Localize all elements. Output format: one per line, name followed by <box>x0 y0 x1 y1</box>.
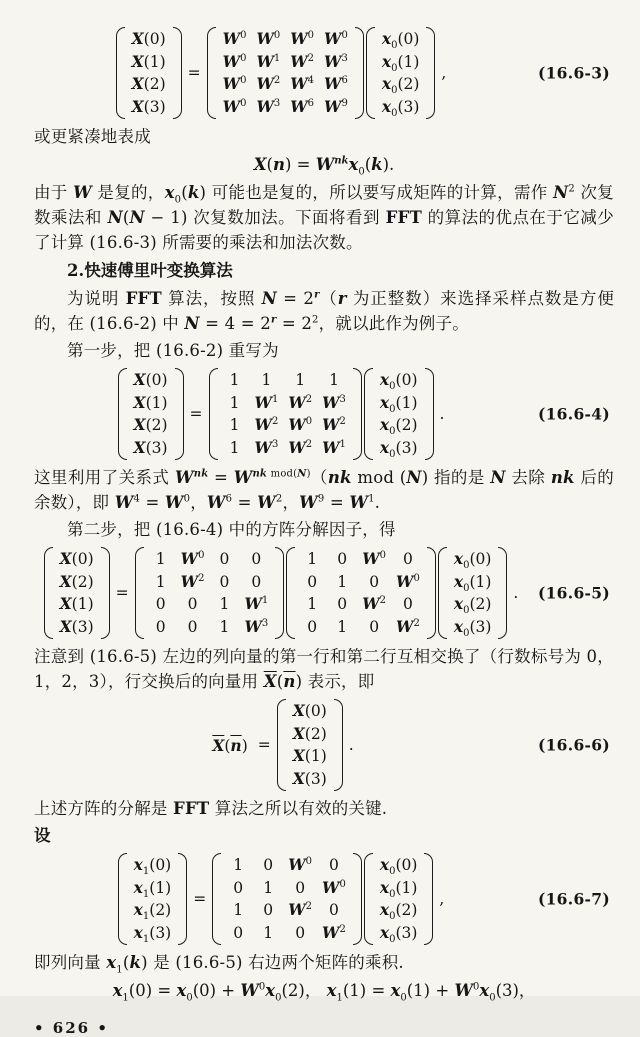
matrix-cell: $W^0$ <box>256 29 281 48</box>
matrix-cell: $W^1$ <box>254 392 279 412</box>
matrix-cell: $W^3$ <box>322 392 346 412</box>
equation-16-6-4 <box>34 367 614 461</box>
matrix-cell: X(1) <box>59 594 94 613</box>
column-vector <box>44 546 110 640</box>
right-parenthesis <box>334 699 343 791</box>
paragraph-mod-relation: 这里利用了关系式 $W^{nk} = W^{nk mod(N)}(nk$ mod (N) 指的是 N 去除 nk 后的余数），即 $W^4 = W^0$，$W^6 = W^2$，$W^9 = W^1$. <box>34 468 614 512</box>
matrix-cell: 1 <box>329 371 339 389</box>
column-vector <box>118 367 184 461</box>
matrix <box>207 26 364 120</box>
matrix-cell: X(0) <box>131 29 166 48</box>
page-number: • 626 • <box>34 1019 109 1037</box>
matrix-cell: 0 <box>187 595 198 613</box>
matrix-cell: 1 <box>263 878 274 897</box>
column-vector <box>116 26 182 120</box>
equation-16-6-3 <box>34 26 614 120</box>
matrix-cell: 1 <box>263 923 274 942</box>
matrix-cell: X(2) <box>133 415 168 434</box>
left-parenthesis <box>277 699 286 791</box>
matrix-cell: 0 <box>307 572 318 591</box>
matrix-cell: X(1) <box>292 746 327 765</box>
left-parenthesis <box>207 27 216 119</box>
matrix-cell: $W^0$ <box>222 29 247 48</box>
matrix-cell: X(3) <box>133 437 168 457</box>
matrix <box>286 546 436 640</box>
matrix-cell: $W^0$ <box>324 29 348 48</box>
operator: . <box>513 584 519 602</box>
matrix-cell: 0 <box>219 550 230 568</box>
column-vector <box>364 852 434 946</box>
matrix <box>209 367 362 461</box>
matrix-cell: 0 <box>263 901 274 919</box>
matrix-cell: $x_0(1)$ <box>381 51 420 74</box>
matrix-cell: 1 <box>307 595 318 613</box>
matrix-cell: $W^0$ <box>396 571 420 591</box>
left-parenthesis <box>364 853 373 945</box>
right-parenthesis <box>101 547 110 639</box>
operator: , <box>441 64 447 82</box>
equation-number: (16.6-3) <box>537 63 610 83</box>
matrix-cell: 0 <box>187 617 198 636</box>
matrix-cell: 1 <box>261 371 272 389</box>
matrix-cell: $W^0$ <box>290 29 315 48</box>
let-line: 设 <box>34 826 51 845</box>
matrix-cell: $W^0$ <box>222 74 247 93</box>
left-parenthesis <box>209 368 218 460</box>
matrix-cell: $x_0(2)$ <box>381 74 420 97</box>
matrix-cell: 0 <box>155 595 166 613</box>
matrix-cell: $W^1$ <box>322 437 346 457</box>
matrix-cell: 0 <box>251 550 262 568</box>
left-parenthesis <box>286 547 295 639</box>
matrix-cell: 0 <box>233 923 244 942</box>
right-parenthesis <box>353 853 362 945</box>
operator: = <box>257 736 271 754</box>
matrix-cell: 1 <box>229 438 240 457</box>
matrix-cell: $W^2$ <box>254 415 279 434</box>
left-parenthesis <box>212 853 221 945</box>
left-parenthesis <box>118 853 127 945</box>
operator: . <box>439 405 445 423</box>
matrix-cell: $W^9$ <box>324 96 348 116</box>
equation-number: (16.6-6) <box>537 735 610 755</box>
right-parenthesis <box>178 853 187 945</box>
right-parenthesis <box>355 27 364 119</box>
matrix-cell: 1 <box>233 901 244 919</box>
paragraph-row-swap: 注意到 (16.6-5) 左边的列向量的第一行和第二行互相交换了（行数标号为 0，1，2，3），行交换后的向量用 $\overline{X}(\overline{n})$ 表示，即 <box>34 647 614 691</box>
paragraph-complexity: 由于 W 是复的，$x_0(k)$ 可能也是复的，所以要写成矩阵的计算，需作 $N^2$ 次复数乘法和 N(N − 1) 次复数加法。下面将看到 FFT 的算法的优点在于它减少了计算 (16.6-3) 所需要的乘法和加法次数。 <box>34 183 614 252</box>
matrix-cell: $W^1$ <box>256 51 281 71</box>
matrix-cell: $W^3$ <box>256 96 281 116</box>
butterfly-equations-line: $x_1(0) = x_0(0) + W^0x_0(2)$， $x_1(1) = x_0(1) + W^0x_0(3)$， <box>112 981 536 1004</box>
matrix-cell: 0 <box>369 617 380 636</box>
paragraph-fft-setup: 为说明 FFT 算法，按照 $N = 2^r(r$ 为正整数）来选择采样点数是方便的，在 (16.6-2) 中 $N = 4 = 2^r = 2^2$，就以此作为例子。 <box>34 289 615 333</box>
matrix-cell: 1 <box>229 371 240 389</box>
equation-16-6-6 <box>34 698 614 792</box>
matrix-cell: $x_0(0)$ <box>453 549 492 572</box>
right-parenthesis <box>353 368 362 460</box>
matrix-cell: X(1) <box>131 51 166 71</box>
matrix-cell: $W^2$ <box>290 51 315 71</box>
matrix-cell: 0 <box>219 572 230 591</box>
equation-number: (16.6-5) <box>537 583 610 603</box>
matrix-cell: 1 <box>337 572 348 591</box>
operator: , <box>439 890 445 908</box>
matrix-cell: X(0) <box>292 701 327 720</box>
matrix-cell: 0 <box>251 572 262 591</box>
matrix-cell: 0 <box>328 901 339 919</box>
left-parenthesis <box>135 547 144 639</box>
matrix-cell: 1 <box>155 550 166 568</box>
right-parenthesis <box>173 27 182 119</box>
matrix <box>135 546 285 640</box>
left-parenthesis <box>364 368 373 460</box>
matrix-cell: 0 <box>295 923 306 942</box>
matrix-cell: $x_0(0)$ <box>379 855 418 878</box>
matrix-cell: 0 <box>155 617 166 636</box>
matrix-cell: $W^2$ <box>322 415 346 434</box>
matrix-cell: 1 <box>229 416 240 434</box>
matrix-cell: 1 <box>233 856 244 874</box>
matrix-cell: $W^4$ <box>290 74 315 93</box>
compact-form-lead-in: 或更紧凑地表成 <box>34 127 151 146</box>
operator: . <box>348 736 354 754</box>
matrix-cell: 1 <box>337 617 348 636</box>
matrix-cell: $x_0(2)$ <box>453 594 492 617</box>
operator: = <box>115 584 129 602</box>
matrix-cell: $W^2$ <box>322 922 346 942</box>
matrix-cell: $W^0$ <box>180 549 205 568</box>
matrix-cell: $x_0(3)$ <box>381 96 420 119</box>
operator: = <box>187 64 201 82</box>
matrix-cell: $W^0$ <box>362 549 387 568</box>
right-parenthesis <box>426 27 435 119</box>
right-parenthesis <box>275 547 284 639</box>
matrix-cell: 0 <box>295 878 306 897</box>
right-parenthesis <box>175 368 184 460</box>
matrix-cell: $W^0$ <box>322 877 346 897</box>
matrix-cell: $x_0(3)$ <box>453 616 492 639</box>
matrix-cell: 0 <box>402 550 413 568</box>
matrix-cell: $x_0(0)$ <box>381 29 420 52</box>
matrix-cell: $W^3$ <box>244 616 269 636</box>
left-parenthesis <box>438 547 447 639</box>
matrix-cell: X(0) <box>59 549 94 568</box>
matrix-cell: $W^3$ <box>254 437 279 457</box>
column-vector <box>364 367 434 461</box>
left-parenthesis <box>44 547 53 639</box>
step2-line: 第二步，把 (16.6-4) 中的方阵分解因子，得 <box>67 520 396 539</box>
matrix-cell: X(2) <box>59 571 94 591</box>
matrix-cell: X(2) <box>292 723 327 743</box>
compact-dft-equation: $X(n) = W^{nk}x_0(k)$. <box>253 155 395 178</box>
matrix-cell: X(3) <box>131 96 166 116</box>
matrix <box>212 852 362 946</box>
equation-number: (16.6-7) <box>537 889 610 909</box>
column-vector <box>438 546 508 640</box>
section-heading-fft-algorithm: 2.快速傅里叶变换算法 <box>67 261 233 280</box>
left-parenthesis <box>118 368 127 460</box>
paragraph-column-vector-product: 即列向量 $x_1(k)$ 是 (16.6-5) 右边两个矩阵的乘积. <box>34 953 404 976</box>
expression: $\overline{X}(\overline{n})$ <box>212 735 248 755</box>
matrix-cell: $x_0(3)$ <box>379 922 418 945</box>
matrix-cell: 1 <box>155 572 166 591</box>
matrix-cell: 1 <box>219 617 230 636</box>
step1-line: 第一步，把 (16.6-2) 重写为 <box>67 341 279 360</box>
matrix-cell: 0 <box>369 572 380 591</box>
matrix-cell: $W^6$ <box>290 96 315 116</box>
matrix-cell: $W^2$ <box>362 594 387 613</box>
matrix-cell: $W^2$ <box>288 392 313 412</box>
matrix-cell: $W^6$ <box>324 74 348 93</box>
right-parenthesis <box>425 368 434 460</box>
matrix-cell: $W^2$ <box>256 74 281 93</box>
matrix-cell: 1 <box>229 393 240 412</box>
column-vector <box>366 26 436 120</box>
matrix-cell: $W^0$ <box>288 415 313 434</box>
matrix-cell: $W^2$ <box>180 571 205 591</box>
equation-16-6-7 <box>34 852 614 946</box>
matrix-cell: $W^2$ <box>396 616 420 636</box>
matrix-cell: $x_1(1)$ <box>133 877 172 900</box>
matrix-cell: $x_0(2)$ <box>379 415 418 438</box>
matrix-cell: $W^0$ <box>222 51 247 71</box>
matrix-cell: $x_1(2)$ <box>133 900 172 923</box>
matrix-cell: $W^0$ <box>222 96 247 116</box>
matrix-cell: $x_0(1)$ <box>379 877 418 900</box>
matrix-cell: $x_0(0)$ <box>379 370 418 393</box>
matrix-cell: 0 <box>402 595 413 613</box>
equation-16-6-5 <box>34 546 614 640</box>
matrix-cell: $W^1$ <box>244 594 269 613</box>
equation-number: (16.6-4) <box>537 404 610 424</box>
column-vector <box>118 852 188 946</box>
matrix-cell: 1 <box>295 371 306 389</box>
matrix-cell: $W^3$ <box>324 51 348 71</box>
paragraph-factorization-key: 上述方阵的分解是 FFT 算法之所以有效的关键. <box>34 799 388 818</box>
matrix-cell: 0 <box>337 595 348 613</box>
matrix-cell: $W^2$ <box>288 900 313 919</box>
right-parenthesis <box>424 853 433 945</box>
matrix-cell: 0 <box>263 856 274 874</box>
matrix-cell: 0 <box>337 550 348 568</box>
matrix-cell: $x_0(1)$ <box>379 392 418 415</box>
column-vector <box>277 698 343 792</box>
matrix-cell: $W^0$ <box>288 855 313 874</box>
matrix-cell: $W^2$ <box>288 437 313 457</box>
matrix-cell: 0 <box>233 878 244 897</box>
matrix-cell: $x_0(2)$ <box>379 900 418 923</box>
matrix-cell: $x_0(1)$ <box>453 571 492 594</box>
matrix-cell: X(3) <box>59 616 94 636</box>
matrix-cell: X(1) <box>133 392 168 412</box>
matrix-cell: X(2) <box>131 74 166 93</box>
left-parenthesis <box>116 27 125 119</box>
matrix-cell: $x_1(3)$ <box>133 922 172 945</box>
matrix-cell: $x_1(0)$ <box>133 855 172 878</box>
left-parenthesis <box>366 27 375 119</box>
right-parenthesis <box>498 547 507 639</box>
operator: = <box>193 890 207 908</box>
matrix-cell: 0 <box>307 617 318 636</box>
right-parenthesis <box>427 547 436 639</box>
matrix-cell: X(0) <box>133 370 168 389</box>
matrix-cell: X(3) <box>292 768 327 788</box>
matrix-cell: 1 <box>219 595 230 613</box>
matrix-cell: $x_0(3)$ <box>379 437 418 460</box>
matrix-cell: 1 <box>307 550 318 568</box>
operator: = <box>189 405 203 423</box>
matrix-cell: 0 <box>328 856 339 874</box>
